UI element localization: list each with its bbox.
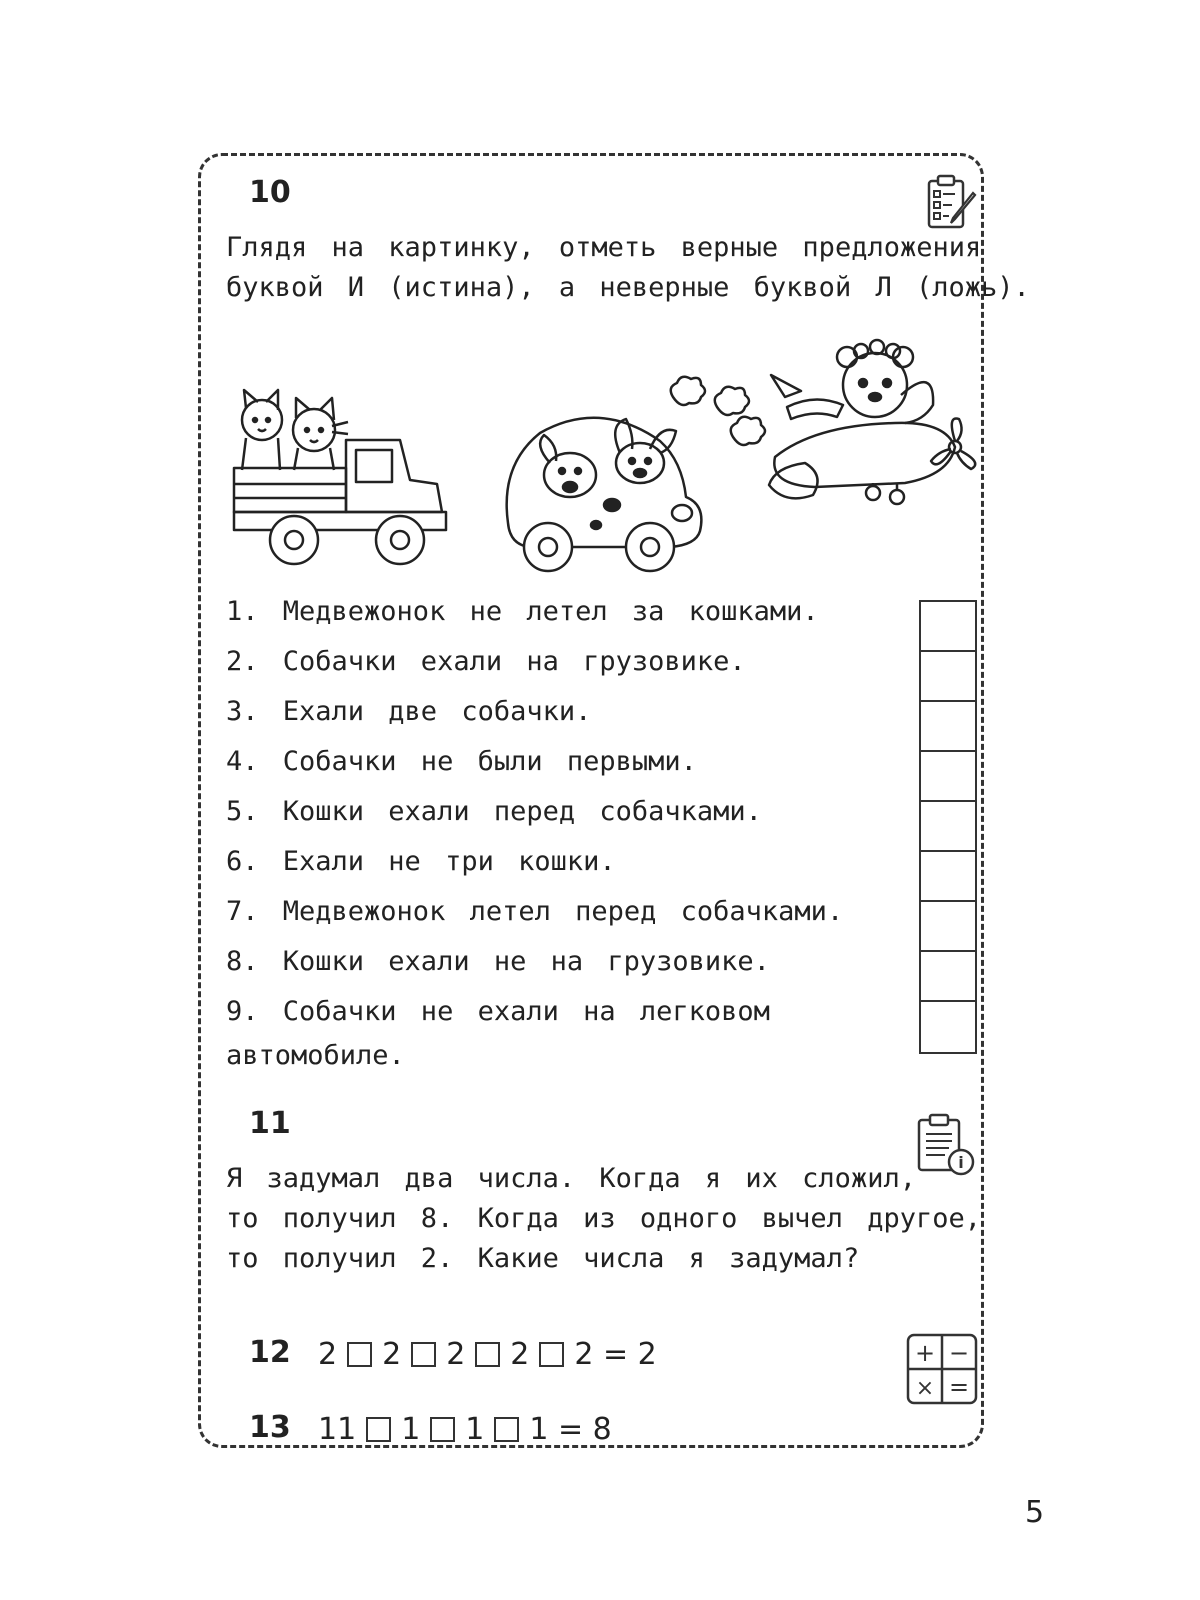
times-symbol: × xyxy=(915,1376,935,1401)
task-11-text-line1: Я задумал два числа. Когда я их сложил, xyxy=(226,1163,916,1194)
eq12-term-1: 2 xyxy=(318,1337,338,1372)
statement-3: 3. Ехали две собачки. xyxy=(226,696,592,727)
task-12-number: 12 xyxy=(249,1335,291,1370)
eq12-term-5-result: 2 = 2 xyxy=(574,1337,657,1372)
eq13-term-2: 1 xyxy=(401,1412,421,1447)
bear-airplane-illustration xyxy=(665,335,985,520)
page-number: 5 xyxy=(1025,1495,1045,1530)
statement-2: 2. Собачки ехали на грузовике. xyxy=(226,646,746,677)
eq13-term-4-result: 1 = 8 xyxy=(529,1412,612,1447)
clipboard-info-icon xyxy=(915,1112,977,1178)
eq13-operator-box-3[interactable] xyxy=(494,1417,519,1442)
statement-6: 6. Ехали не три кошки. xyxy=(226,846,616,877)
answer-box-2[interactable] xyxy=(921,652,975,702)
answer-box-1[interactable] xyxy=(921,602,975,652)
eq12-term-3: 2 xyxy=(446,1337,466,1372)
eq13-operator-box-1[interactable] xyxy=(366,1417,391,1442)
task-12-equation xyxy=(318,1337,667,1372)
calculator-operators-icon xyxy=(906,1333,978,1405)
task-11-text-line3: то получил 2. Какие числа я задумал? xyxy=(226,1243,860,1274)
truck-with-cats-illustration xyxy=(232,380,457,575)
statement-1: 1. Медвежонок не летел за кошками. xyxy=(226,596,819,627)
eq13-operator-box-2[interactable] xyxy=(430,1417,455,1442)
statement-9-continuation: автомобиле. xyxy=(226,1040,405,1071)
equals-symbol: = xyxy=(948,1373,970,1401)
eq12-operator-box-1[interactable] xyxy=(347,1342,372,1367)
statement-5: 5. Кошки ехали перед собачками. xyxy=(226,796,762,827)
statement-4: 4. Собачки не были первыми. xyxy=(226,746,697,777)
statement-8: 8. Кошки ехали не на грузовике. xyxy=(226,946,770,977)
task-10-number: 10 xyxy=(249,175,291,210)
statement-7: 7. Медвежонок летел перед собачками. xyxy=(226,896,844,927)
statement-9: 9. Собачки не ехали на легковом xyxy=(226,996,770,1027)
answer-box-8[interactable] xyxy=(921,952,975,1002)
answer-box-4[interactable] xyxy=(921,752,975,802)
answer-box-3[interactable] xyxy=(921,702,975,752)
answer-box-6[interactable] xyxy=(921,852,975,902)
eq12-term-4: 2 xyxy=(510,1337,530,1372)
task-13-equation xyxy=(318,1412,622,1447)
eq12-operator-box-2[interactable] xyxy=(411,1342,436,1367)
task-13-number: 13 xyxy=(249,1410,291,1445)
svg-text:i: i xyxy=(958,1153,964,1172)
task-11-text-line2: то получил 8. Когда из одного вычел другое, xyxy=(226,1203,981,1234)
answer-box-9[interactable] xyxy=(921,1002,975,1052)
eq12-operator-box-4[interactable] xyxy=(539,1342,564,1367)
task-10-instruction-line1: Глядя на картинку, отметь верные предложения xyxy=(226,232,982,263)
answer-box-7[interactable] xyxy=(921,902,975,952)
checklist-pencil-icon xyxy=(925,173,979,233)
minus-symbol: − xyxy=(948,1339,970,1367)
plus-symbol: + xyxy=(914,1339,936,1367)
answer-box-5[interactable] xyxy=(921,802,975,852)
eq12-term-2: 2 xyxy=(382,1337,402,1372)
eq12-operator-box-3[interactable] xyxy=(475,1342,500,1367)
task-10-instruction-line2: буквой И (истина), а неверные буквой Л (ложь). xyxy=(226,272,1030,303)
eq13-term-1: 11 xyxy=(318,1412,357,1447)
eq13-term-3: 1 xyxy=(465,1412,485,1447)
task-11-number: 11 xyxy=(249,1106,291,1141)
answer-boxes xyxy=(919,600,977,1054)
